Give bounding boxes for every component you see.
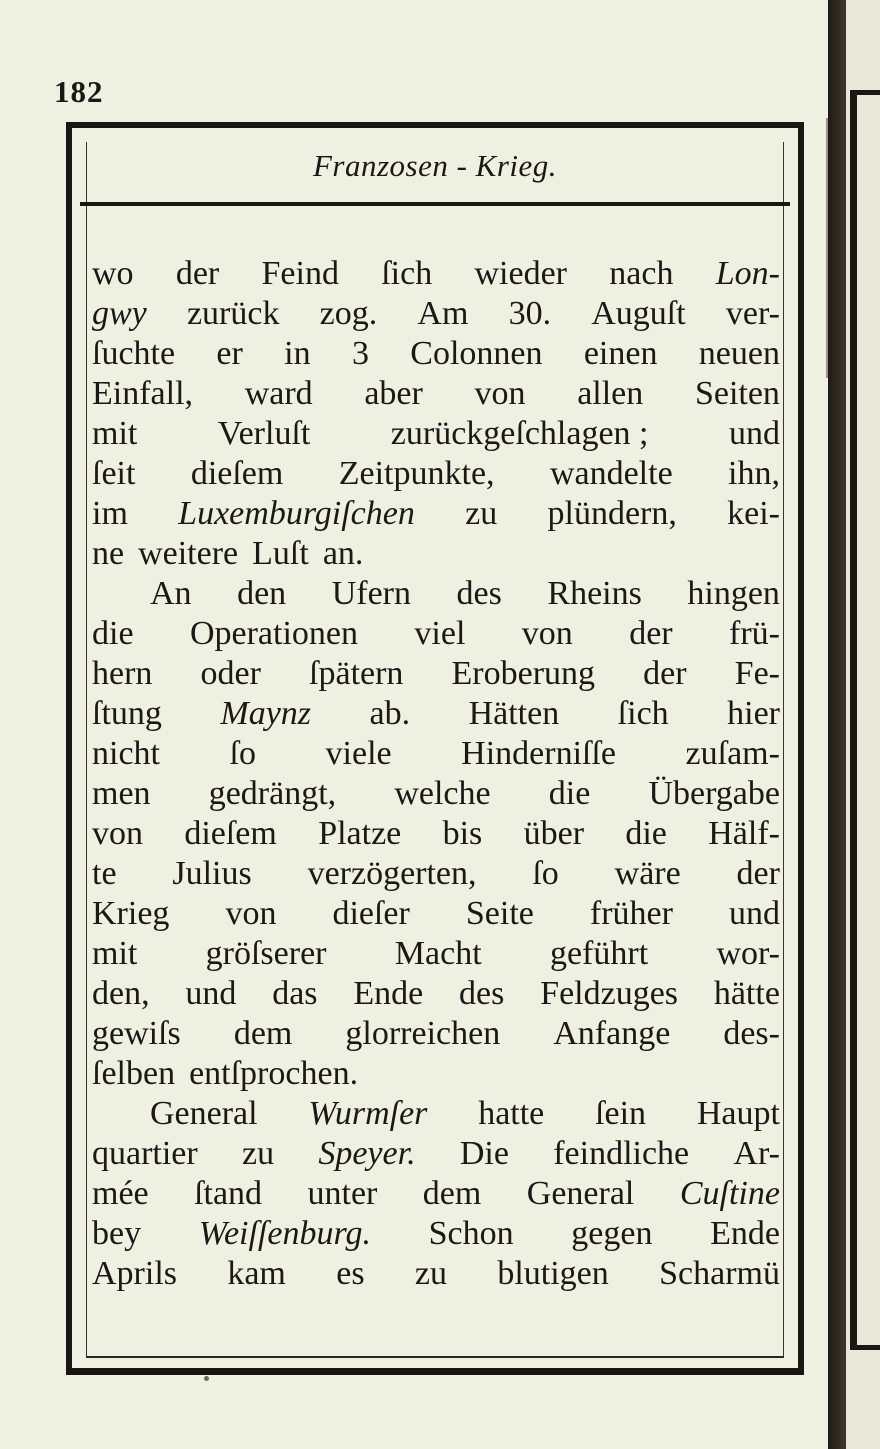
word: 3 <box>351 335 369 372</box>
word: ab. <box>369 695 411 732</box>
word: Ende <box>353 975 424 1012</box>
word: zog. <box>319 295 378 332</box>
word: des <box>456 575 502 612</box>
word: Hälf- <box>708 815 780 852</box>
page-border-frame <box>66 122 804 1375</box>
text-line <box>92 614 780 654</box>
word: Ufern <box>331 575 412 612</box>
word: des <box>459 975 505 1012</box>
word: dieſem <box>190 455 284 492</box>
text-line <box>92 494 780 534</box>
word: ſo <box>229 735 256 772</box>
word: bis <box>442 815 483 852</box>
word: den <box>237 575 287 612</box>
word: Krieg <box>92 895 170 932</box>
text-line <box>92 1014 780 1054</box>
word: der <box>629 615 673 652</box>
word: Anfange <box>553 1015 671 1052</box>
word: dieſer <box>332 895 410 932</box>
word: Feldzuges <box>540 975 679 1012</box>
word: es <box>336 1255 365 1292</box>
word: zurückgeſchlagen ; <box>390 415 649 452</box>
word: Feind <box>261 255 339 292</box>
word: wor- <box>716 935 780 972</box>
text-line <box>92 774 780 814</box>
word: General <box>526 1175 635 1212</box>
word: General <box>150 1095 258 1132</box>
word: Hätten <box>468 695 560 732</box>
word: in <box>284 335 311 372</box>
word: Seiten <box>694 375 780 412</box>
word: men <box>92 775 151 812</box>
word: die <box>548 775 591 812</box>
word: Operationen <box>189 615 358 652</box>
italic-word: Cuſtine <box>679 1175 780 1212</box>
word: Fe- <box>734 655 780 692</box>
text-line <box>92 654 780 694</box>
word: und <box>728 415 780 452</box>
word: ſich <box>381 255 433 292</box>
word: plündern, <box>547 495 677 532</box>
word: der <box>736 855 780 892</box>
word: feindliche <box>553 1135 690 1172</box>
italic-word: Wurmſer <box>308 1095 428 1132</box>
word: gröſserer <box>205 935 327 972</box>
word: Haupt <box>696 1095 780 1132</box>
word: quartier <box>92 1135 198 1172</box>
word: zuſam- <box>685 735 780 772</box>
word: 30. <box>508 295 552 332</box>
italic-word: Maynz <box>220 695 312 732</box>
word: mit <box>92 935 138 972</box>
word: Einfall, <box>92 375 194 412</box>
text-line <box>92 1254 780 1294</box>
word: viele <box>325 735 392 772</box>
running-header: Franzosen - Krieg. <box>312 148 558 183</box>
word: und <box>728 895 780 932</box>
text-line <box>92 454 780 494</box>
word: Platze <box>318 815 402 852</box>
word: blutigen <box>497 1255 609 1292</box>
text-line <box>92 254 780 294</box>
text-line <box>92 534 780 574</box>
word: dieſem <box>184 815 277 852</box>
word: zu <box>465 495 498 532</box>
word: ſpätern <box>309 655 404 692</box>
word: zu <box>414 1255 447 1292</box>
word: hatte <box>478 1095 545 1132</box>
word: ihn, <box>728 455 780 492</box>
word: den, <box>92 975 150 1012</box>
word: Hinderniſſe <box>461 735 616 772</box>
text-line <box>92 374 780 414</box>
word: ne <box>92 535 125 572</box>
word: Julius <box>172 855 252 892</box>
word: mit <box>92 415 138 452</box>
word: Ar- <box>733 1135 780 1172</box>
text-line <box>92 1174 780 1214</box>
word: hingen <box>687 575 780 612</box>
text-line <box>92 934 780 974</box>
word: ſtand <box>194 1175 263 1212</box>
word: geführt <box>549 935 649 972</box>
text-line <box>92 854 780 894</box>
word: der <box>175 255 220 292</box>
word: ward <box>244 375 313 412</box>
word: aber <box>364 375 423 412</box>
text-line <box>92 1134 780 1174</box>
word: von <box>92 815 143 852</box>
word: Macht <box>394 935 482 972</box>
word: viel <box>414 615 466 652</box>
word: oder <box>200 655 261 692</box>
word: Auguſt <box>591 295 686 332</box>
word: von <box>474 375 526 412</box>
word: gedrängt, <box>208 775 337 812</box>
text-line <box>92 974 780 1014</box>
word: nicht <box>92 735 160 772</box>
word: wandelte <box>549 455 673 492</box>
word: Am <box>417 295 469 332</box>
word: Zeitpunkte, <box>338 455 495 492</box>
word: früher <box>589 895 673 932</box>
text-line <box>92 1054 780 1094</box>
word: wo <box>92 255 134 292</box>
word: Aprils <box>92 1255 177 1292</box>
word: te <box>92 855 117 892</box>
word: ver- <box>725 295 780 332</box>
word: ſtung <box>92 695 162 732</box>
word: über <box>523 815 585 852</box>
word: Übergabe <box>648 775 780 812</box>
word: ſo <box>532 855 559 892</box>
word: entſprochen. <box>189 1055 359 1092</box>
text-line <box>92 734 780 774</box>
word: hern <box>92 655 153 692</box>
text-line <box>92 1214 780 1254</box>
text-line <box>92 894 780 934</box>
word: Colonnen <box>410 335 543 372</box>
text-line <box>92 574 780 614</box>
word: einen <box>583 335 658 372</box>
text-line <box>92 414 780 454</box>
word: ſeit <box>92 455 136 492</box>
word: die <box>625 815 667 852</box>
text-line <box>92 694 780 734</box>
word: verzögerten, <box>307 855 477 892</box>
word: Eroberung <box>451 655 596 692</box>
word: wäre <box>614 855 681 892</box>
word: dem <box>233 1015 293 1052</box>
word: Rheins <box>547 575 642 612</box>
word: weitere <box>138 535 239 572</box>
word: von <box>521 615 573 652</box>
facing-page-frame <box>850 90 880 1350</box>
word: gegen <box>571 1215 653 1252</box>
word: er <box>216 335 243 372</box>
word: frü- <box>729 615 780 652</box>
word: mée <box>92 1175 149 1212</box>
word: Die <box>459 1135 509 1172</box>
word: ſelben <box>92 1055 176 1092</box>
word: zurück <box>186 295 280 332</box>
body-text <box>92 254 780 1294</box>
word: nach <box>609 255 674 292</box>
word: das <box>272 975 318 1012</box>
word: dem <box>422 1175 482 1212</box>
text-line <box>92 1094 780 1134</box>
italic-word: Weiſſenburg. <box>198 1215 371 1252</box>
word: Ende <box>710 1215 780 1252</box>
ink-speck <box>204 1376 209 1381</box>
word: hier <box>727 695 780 732</box>
word: Luſt <box>252 535 309 572</box>
word: Schon <box>428 1215 514 1252</box>
word: kam <box>227 1255 286 1292</box>
word: unter <box>307 1175 378 1212</box>
text-line <box>92 334 780 374</box>
word: die <box>92 615 134 652</box>
word: ſich <box>617 695 669 732</box>
word: hätte <box>713 975 780 1012</box>
word: welche <box>394 775 491 812</box>
word: allen <box>577 375 644 412</box>
word: kei- <box>727 495 780 532</box>
word: der <box>643 655 687 692</box>
word: Scharmü <box>659 1255 780 1292</box>
word: neuen <box>698 335 780 372</box>
word: im <box>92 495 128 532</box>
page-number: 182 <box>54 74 104 109</box>
word: gewiſs <box>92 1015 181 1052</box>
word: und <box>185 975 237 1012</box>
italic-word: gwy <box>92 295 147 332</box>
italic-word: Luxemburgiſchen <box>178 495 415 532</box>
word: glorreichen <box>345 1015 501 1052</box>
word: ſuchte <box>92 335 176 372</box>
text-line <box>92 294 780 334</box>
word: an. <box>322 535 364 572</box>
word: bey <box>92 1215 142 1252</box>
word: Verluſt <box>217 415 311 452</box>
word: von <box>225 895 277 932</box>
word: des- <box>723 1015 780 1052</box>
italic-word: Speyer. <box>318 1135 416 1172</box>
word: zu <box>241 1135 275 1172</box>
word: ſein <box>595 1095 647 1132</box>
italic-word: Lon- <box>715 255 780 292</box>
word: wieder <box>474 255 567 292</box>
header-rule <box>80 202 790 206</box>
word: An <box>150 575 192 612</box>
text-line <box>92 814 780 854</box>
word: Seite <box>465 895 534 932</box>
